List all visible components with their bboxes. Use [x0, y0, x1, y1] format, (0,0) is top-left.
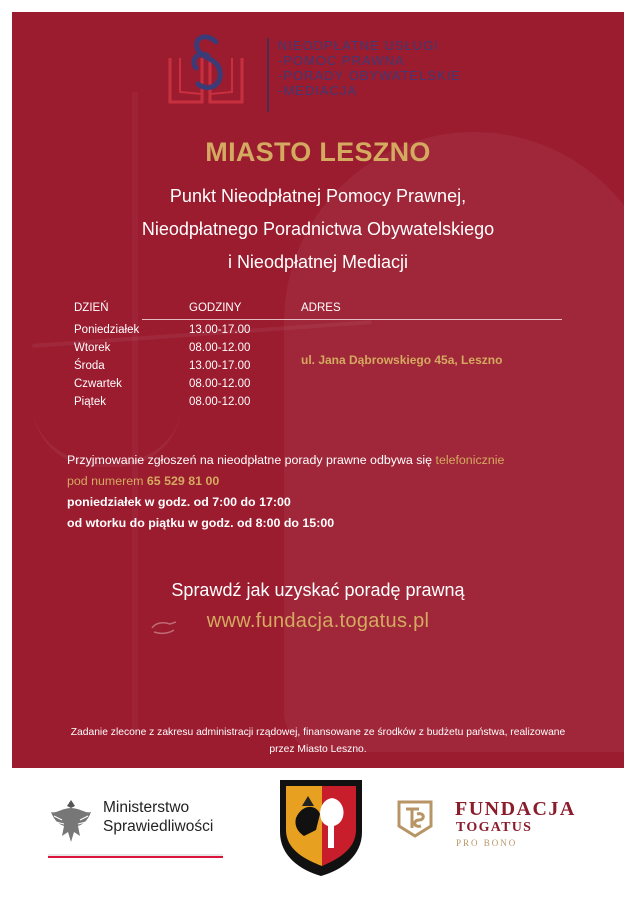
paragraph-logo-icon [164, 28, 248, 108]
city-title: MIASTO LESZNO [205, 137, 431, 167]
phone-prefix: pod numerem [67, 474, 147, 488]
monday-hours [67, 492, 587, 513]
flag-bar [48, 854, 223, 858]
logo-line-civic-advice: -PORADY OBYWATELSKIE [278, 68, 462, 83]
day-cell: Środa [74, 360, 105, 372]
foundation-subname: TOGATUS [456, 820, 533, 835]
poster-background [12, 12, 624, 768]
address-value: ul. Jana Dąbrowskiego 45a, Leszno [301, 353, 503, 367]
phone-number: 65 529 81 00 [146, 474, 220, 488]
logo-divider [267, 38, 269, 112]
contact-intro-highlight: telefonicznie [435, 453, 505, 467]
url-row [12, 610, 624, 633]
logo-line-legal-aid: -POMOC PRAWNA [278, 53, 405, 68]
subtitle-line: Nieodpłatnego Poradnictwa Obywatelskiego [141, 219, 495, 239]
header-address: ADRES [301, 302, 341, 314]
hours-cell: 08.00-12.00 [189, 378, 251, 390]
togatus-ts-icon [395, 798, 435, 840]
eagle-emblem-icon [48, 796, 94, 848]
header-day: DZIEŃ [74, 302, 109, 314]
contact-info [67, 450, 587, 534]
day-cell: Poniedziałek [74, 324, 140, 336]
weekday-hours-text: od wtorku do piątku w godz. od 8:00 do 15:00 [67, 516, 335, 530]
subtitle-line: i Nieodpłatnej Mediacji [227, 252, 409, 272]
contact-phone-line [67, 471, 587, 492]
contact-intro-text: Przyjmowanie zgłoszeń na nieodpłatne porady prawne odbywa się [67, 453, 436, 467]
hours-cell: 13.00-17.00 [189, 360, 251, 372]
website-link[interactable]: www.fundacja.togatus.pl [206, 610, 430, 632]
funding-note-line: Zadanie zlecone z zakresu administracji rządowej, finansowane ze środków z budżetu państwa, realizowane [70, 727, 566, 738]
foundation-tagline: PRO BONO [456, 838, 518, 848]
hours-cell: 08.00-12.00 [189, 342, 251, 354]
foundation-name: FUNDACJA [455, 798, 576, 820]
weekday-hours [67, 513, 587, 534]
ministry-line: Sprawiedliwości [103, 818, 214, 835]
day-cell: Wtorek [74, 342, 111, 354]
funding-note [42, 724, 594, 758]
logo-text [278, 38, 461, 98]
monday-hours-text: poniedziałek w godz. od 7:00 do 17:00 [67, 495, 291, 509]
ministry-line: Ministerstwo [103, 799, 190, 816]
logo-line-title: NIEODPŁATNE USŁUGI [278, 38, 439, 53]
header-hours: GODZINY [189, 302, 242, 314]
day-cell: Piątek [74, 396, 106, 408]
coat-of-arms-icon [276, 774, 366, 878]
subtitle [12, 180, 624, 279]
hours-cell: 13.00-17.00 [189, 324, 251, 336]
day-cell: Czwartek [74, 378, 122, 390]
contact-intro [67, 450, 587, 471]
header-rule [142, 319, 562, 320]
logo-strip [0, 768, 636, 900]
header-logo [164, 20, 504, 112]
funding-note-line: przez Miasto Leszno. [269, 744, 367, 755]
hours-cell: 08.00-12.00 [189, 396, 251, 408]
cta-heading: Sprawdź jak uzyskać poradę prawną [171, 580, 465, 600]
ministry-name [103, 798, 213, 836]
subtitle-line: Punkt Nieodpłatnej Pomocy Prawnej, [169, 186, 467, 206]
logo-line-mediation: -MEDIACJA [278, 83, 358, 98]
